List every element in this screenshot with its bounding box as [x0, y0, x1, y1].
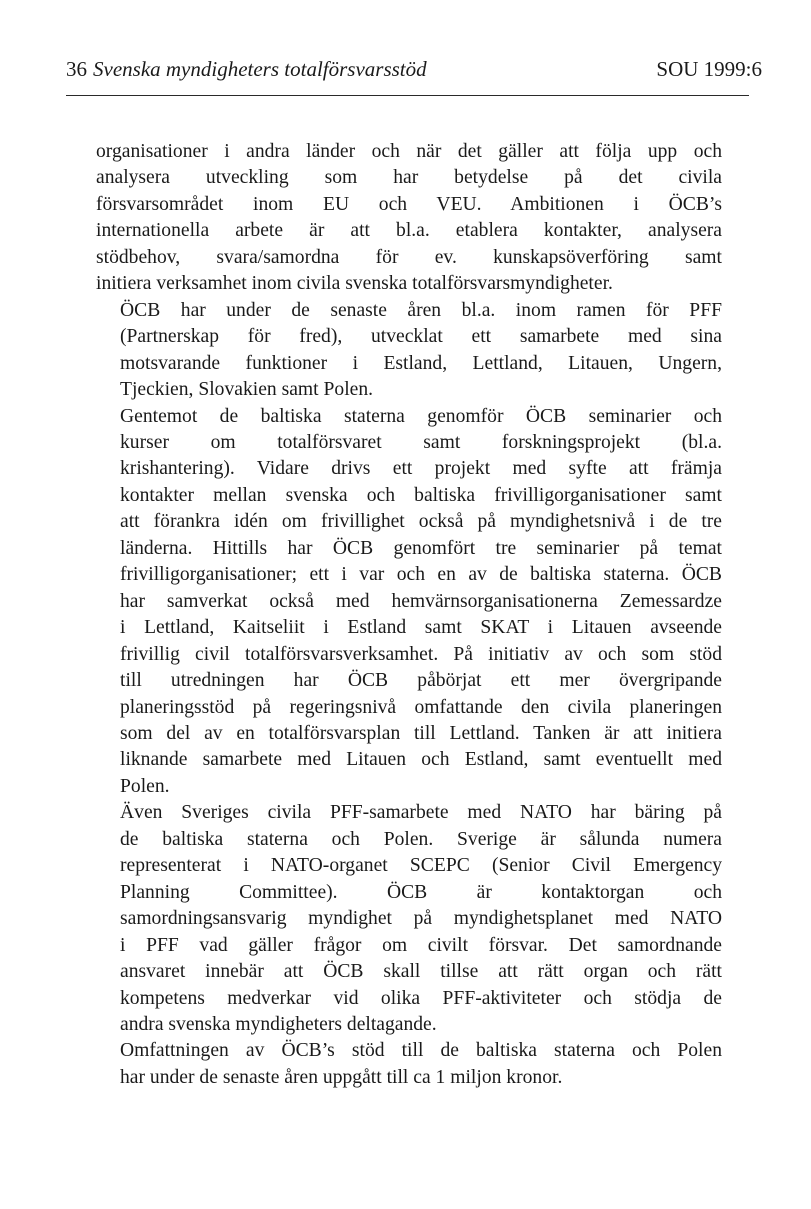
text-line: Polen.: [120, 775, 170, 797]
header-rule: [66, 95, 749, 96]
text-line: andra svenska myndigheters deltagande.: [120, 1013, 437, 1035]
text-line: i PFF vad gäller frågor om civilt försvar. Det samordnande: [120, 934, 722, 956]
text-line: länderna. Hittills har ÖCB genomfört tre seminarier på temat: [120, 537, 722, 559]
text-line: de baltiska staterna och Polen. Sverige är sålunda numera: [120, 828, 722, 850]
body-text: [96, 139, 722, 1091]
text-line: internationella arbete är att bl.a. etablera kontakter, analysera: [96, 220, 722, 242]
text-line: organisationer i andra länder och när det gäller att följa upp och: [96, 141, 722, 162]
text-line: kompetens medverkar vid olika PFF-aktiviteter och stödja de: [120, 987, 722, 1009]
text-line: Gentemot de baltiska staterna genomför ÖCB seminarier och: [120, 405, 722, 427]
text-line: representerat i NATO-organet SCEPC (Senior Civil Emergency: [120, 855, 722, 877]
paragraph-5: [96, 1038, 722, 1091]
text-line: liknande samarbete med Litauen och Estland, samt eventuellt med: [120, 749, 722, 771]
paragraph-2: [96, 298, 722, 404]
text-line: kontakter mellan svenska och baltiska frivilligorganisationer samt: [120, 484, 722, 506]
text-line: frivilligorganisationer; ett i var och en av de baltiska staterna. ÖCB: [120, 564, 722, 586]
text-line: att förankra idén om frivillighet också på myndighetsnivå i de tre: [120, 511, 722, 533]
page-number: 36: [66, 57, 87, 81]
page-header: [66, 52, 762, 86]
text-line: stödbehov, svara/samordna för ev. kunskapsöverföring samt: [96, 246, 722, 268]
paragraph-1: [96, 139, 722, 298]
text-line: initiera verksamhet inom civila svenska totalförsvarsmyndigheter.: [96, 273, 613, 295]
report-id: SOU 1999:6: [656, 57, 762, 81]
text-line: Omfattningen av ÖCB’s stöd till de baltiska staterna och Polen: [120, 1040, 722, 1062]
text-line: i Lettland, Kaitseliit i Estland samt SKAT i Litauen avseende: [120, 617, 722, 639]
text-line: har under de senaste åren uppgått till ca 1 miljon kronor.: [120, 1066, 563, 1088]
text-line: planeringsstöd på regeringsnivå omfattande den civila planeringen: [120, 696, 722, 718]
text-line: samordningsansvarig myndighet på myndighetsplanet med NATO: [120, 908, 722, 930]
paragraph-4: [96, 800, 722, 1038]
text-line: ÖCB har under de senaste åren bl.a. inom ramen för PFF: [120, 299, 722, 321]
text-line: kurser om totalförsvaret samt forskningsprojekt (bl.a.: [120, 431, 722, 453]
text-line: som del av en totalförsvarsplan till Lettland. Tanken är att initiera: [120, 722, 722, 744]
text-line: försvarsområdet inom EU och VEU. Ambitionen i ÖCB’s: [96, 193, 722, 215]
text-line: analysera utveckling som har betydelse på det civila: [96, 167, 722, 189]
text-line: Planning Committee). ÖCB är kontaktorgan och: [120, 881, 722, 903]
text-line: krishantering). Vidare drivs ett projekt med syfte att främja: [120, 458, 722, 480]
text-line: (Partnerskap för fred), utvecklat ett samarbete med sina: [120, 326, 722, 348]
text-line: har samverkat också med hemvärnsorganisationerna Zemessardze: [120, 590, 722, 612]
text-line: Tjeckien, Slovakien samt Polen.: [120, 379, 374, 401]
text-line: ansvaret innebär att ÖCB skall tillse att rätt organ och rätt: [120, 961, 722, 983]
text-line: frivillig civil totalförsvarsverksamhet. På initiativ av och som stöd: [120, 643, 722, 665]
text-line: motsvarande funktioner i Estland, Lettland, Litauen, Ungern,: [120, 352, 722, 374]
running-title: Svenska myndigheters totalförsvarsstöd: [93, 57, 427, 81]
header-left: [66, 52, 427, 86]
text-line: Även Sveriges civila PFF-samarbete med NATO har bäring på: [120, 802, 722, 824]
paragraph-3: [96, 404, 722, 801]
text-line: till utredningen har ÖCB påbörjat ett mer övergripande: [120, 670, 722, 692]
